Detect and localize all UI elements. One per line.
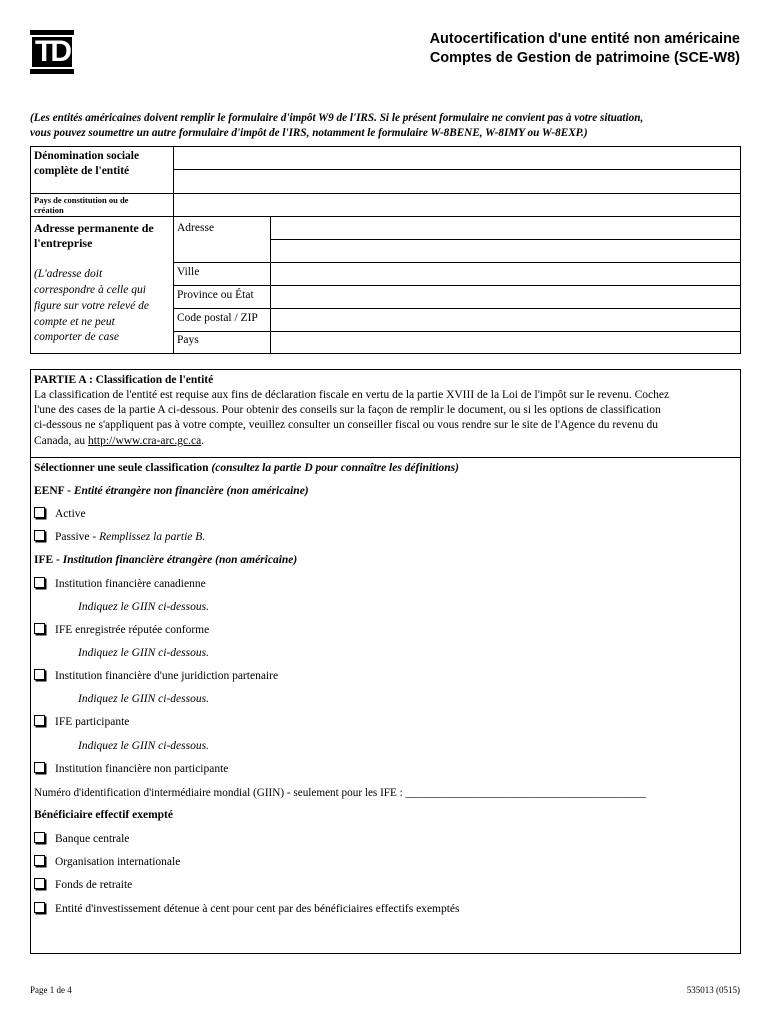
pension-label: Fonds de retraite: [55, 879, 133, 891]
eenf-italic: Entité étrangère non financière (non américaine): [70, 485, 309, 497]
address-note-1: (L'adresse doit: [34, 268, 103, 280]
intl-org-checkbox[interactable]: [34, 855, 45, 866]
select-instruction: [34, 461, 459, 476]
ife-participating-label: IFE participante: [55, 716, 130, 728]
part-a-desc-4: [34, 434, 204, 449]
pension-checkbox[interactable]: [34, 878, 45, 889]
form-code: 535013 (0515): [686, 985, 740, 995]
entity-info-table: [30, 146, 741, 354]
desc-prefix: Canada, au: [34, 435, 88, 447]
part-a-heading: PARTIE A : Classification de l'entité: [34, 374, 214, 386]
title-line-2: Comptes de Gestion de patrimoine (SCE-W8): [429, 50, 740, 66]
ife-bold: IFE -: [34, 554, 60, 566]
address-note-2: correspondre à celle qui: [34, 284, 146, 296]
select-italic: (consultez la partie D pour connaître les définitions): [208, 462, 459, 474]
city-field-label: Ville: [177, 266, 200, 278]
giin-field-line[interactable]: Numéro d'identification d'intermédiaire mondial (GIIN) - seulement pour les IFE : ___________________________________________: [34, 787, 647, 799]
ife-nonparticipating-checkbox[interactable]: [34, 762, 45, 773]
ife-registered-checkbox[interactable]: [34, 623, 45, 634]
province-field-label: Province ou État: [177, 289, 254, 301]
passive-text: Passive -: [55, 531, 97, 543]
country-field-label: Pays: [177, 334, 199, 346]
address-field-label: Adresse: [177, 222, 215, 234]
giin-note-3: Indiquez le GIIN ci-dessous.: [78, 693, 209, 705]
exempt-heading: Bénéficiaire effectif exempté: [34, 809, 173, 821]
name-label-2: complète de l'entité: [34, 165, 130, 177]
page-number: Page 1 de 4: [30, 985, 72, 995]
passive-label: [55, 530, 205, 545]
td-logo: [30, 30, 74, 74]
cra-link[interactable]: http://www.cra-arc.gc.ca: [87, 435, 202, 447]
ife-partner-checkbox[interactable]: [34, 669, 45, 680]
intro-line-2: vous pouvez soumettre un autre formulaire d'impôt de l'IRS, notamment le formulaire W-8BENE, W-8IMY ou W-8EXP.): [30, 127, 588, 139]
ife-participating-checkbox[interactable]: [34, 715, 45, 726]
country-label-1: Pays de constitution ou de: [34, 195, 129, 205]
address-label-1: Adresse permanente de: [34, 221, 154, 235]
title-line-1: Autocertification d'une entité non américaine: [429, 31, 740, 47]
ife-nonparticipating-label: Institution financière non participante: [55, 763, 229, 775]
address-label-2: l'entreprise: [34, 236, 93, 250]
form-title: [430, 30, 740, 68]
logo-text: TD: [30, 35, 74, 69]
eenf-bold: EENF -: [34, 485, 71, 497]
ife-canadian-label: Institution financière canadienne: [55, 578, 206, 590]
giin-note-2: Indiquez le GIIN ci-dessous.: [78, 647, 209, 659]
intro-note: [30, 111, 742, 141]
ife-partner-label: Institution financière d'une juridiction partenaire: [55, 670, 279, 682]
passive-checkbox[interactable]: [34, 530, 45, 541]
ife-canadian-checkbox[interactable]: [34, 577, 45, 588]
active-label: Active: [55, 508, 86, 520]
desc-suffix: .: [201, 435, 205, 447]
part-a-desc-3: ci-dessous ne s'appliquent pas à votre compte, veuillez consulter un conseiller fiscal ou vous rendre sur le site de l'Agence du revenu du: [34, 419, 658, 431]
investment-entity-checkbox[interactable]: [34, 902, 45, 913]
postal-field-label: Code postal / ZIP: [177, 312, 258, 324]
ife-heading: [34, 553, 297, 568]
active-checkbox[interactable]: [34, 507, 45, 518]
part-a-desc-2: l'une des cases de la partie A ci-dessous. Pour obtenir des conseils sur la façon de remplir le document, ou si les options de classification: [34, 404, 661, 416]
part-a-desc-1: La classification de l'entité est requise aux fins de déclaration fiscale en vertu de la partie XVIII de la Loi de l'impôt sur le revenu. Cochez: [34, 389, 670, 401]
passive-note: Remplissez la partie B.: [96, 531, 206, 543]
address-note-3: figure sur votre relevé de: [34, 300, 149, 312]
giin-note-1: Indiquez le GIIN ci-dessous.: [78, 601, 209, 613]
ife-italic: Institution financière étrangère (non américaine): [59, 554, 298, 566]
eenf-heading: [34, 484, 309, 499]
name-label-1: Dénomination sociale: [34, 150, 140, 162]
address-note-4: compte et ne peut: [34, 316, 115, 328]
ife-registered-label: IFE enregistrée réputée conforme: [55, 624, 210, 636]
intro-line-1: (Les entités américaines doivent remplir le formulaire d'impôt W9 de l'IRS. Si le présent formulaire ne convient pas à votre situation,: [30, 112, 644, 124]
intl-org-label: Organisation internationale: [55, 856, 181, 868]
central-bank-checkbox[interactable]: [34, 832, 45, 843]
investment-entity-label: Entité d'investissement détenue à cent pour cent par des bénéficiaires effectifs exemptés: [55, 903, 460, 915]
country-label-2: création: [34, 205, 64, 215]
address-note-5: comporter de case: [34, 331, 119, 343]
giin-note-4: Indiquez le GIIN ci-dessous.: [78, 740, 209, 752]
select-bold: Sélectionner une seule classification: [34, 462, 209, 474]
central-bank-label: Banque centrale: [55, 833, 130, 845]
